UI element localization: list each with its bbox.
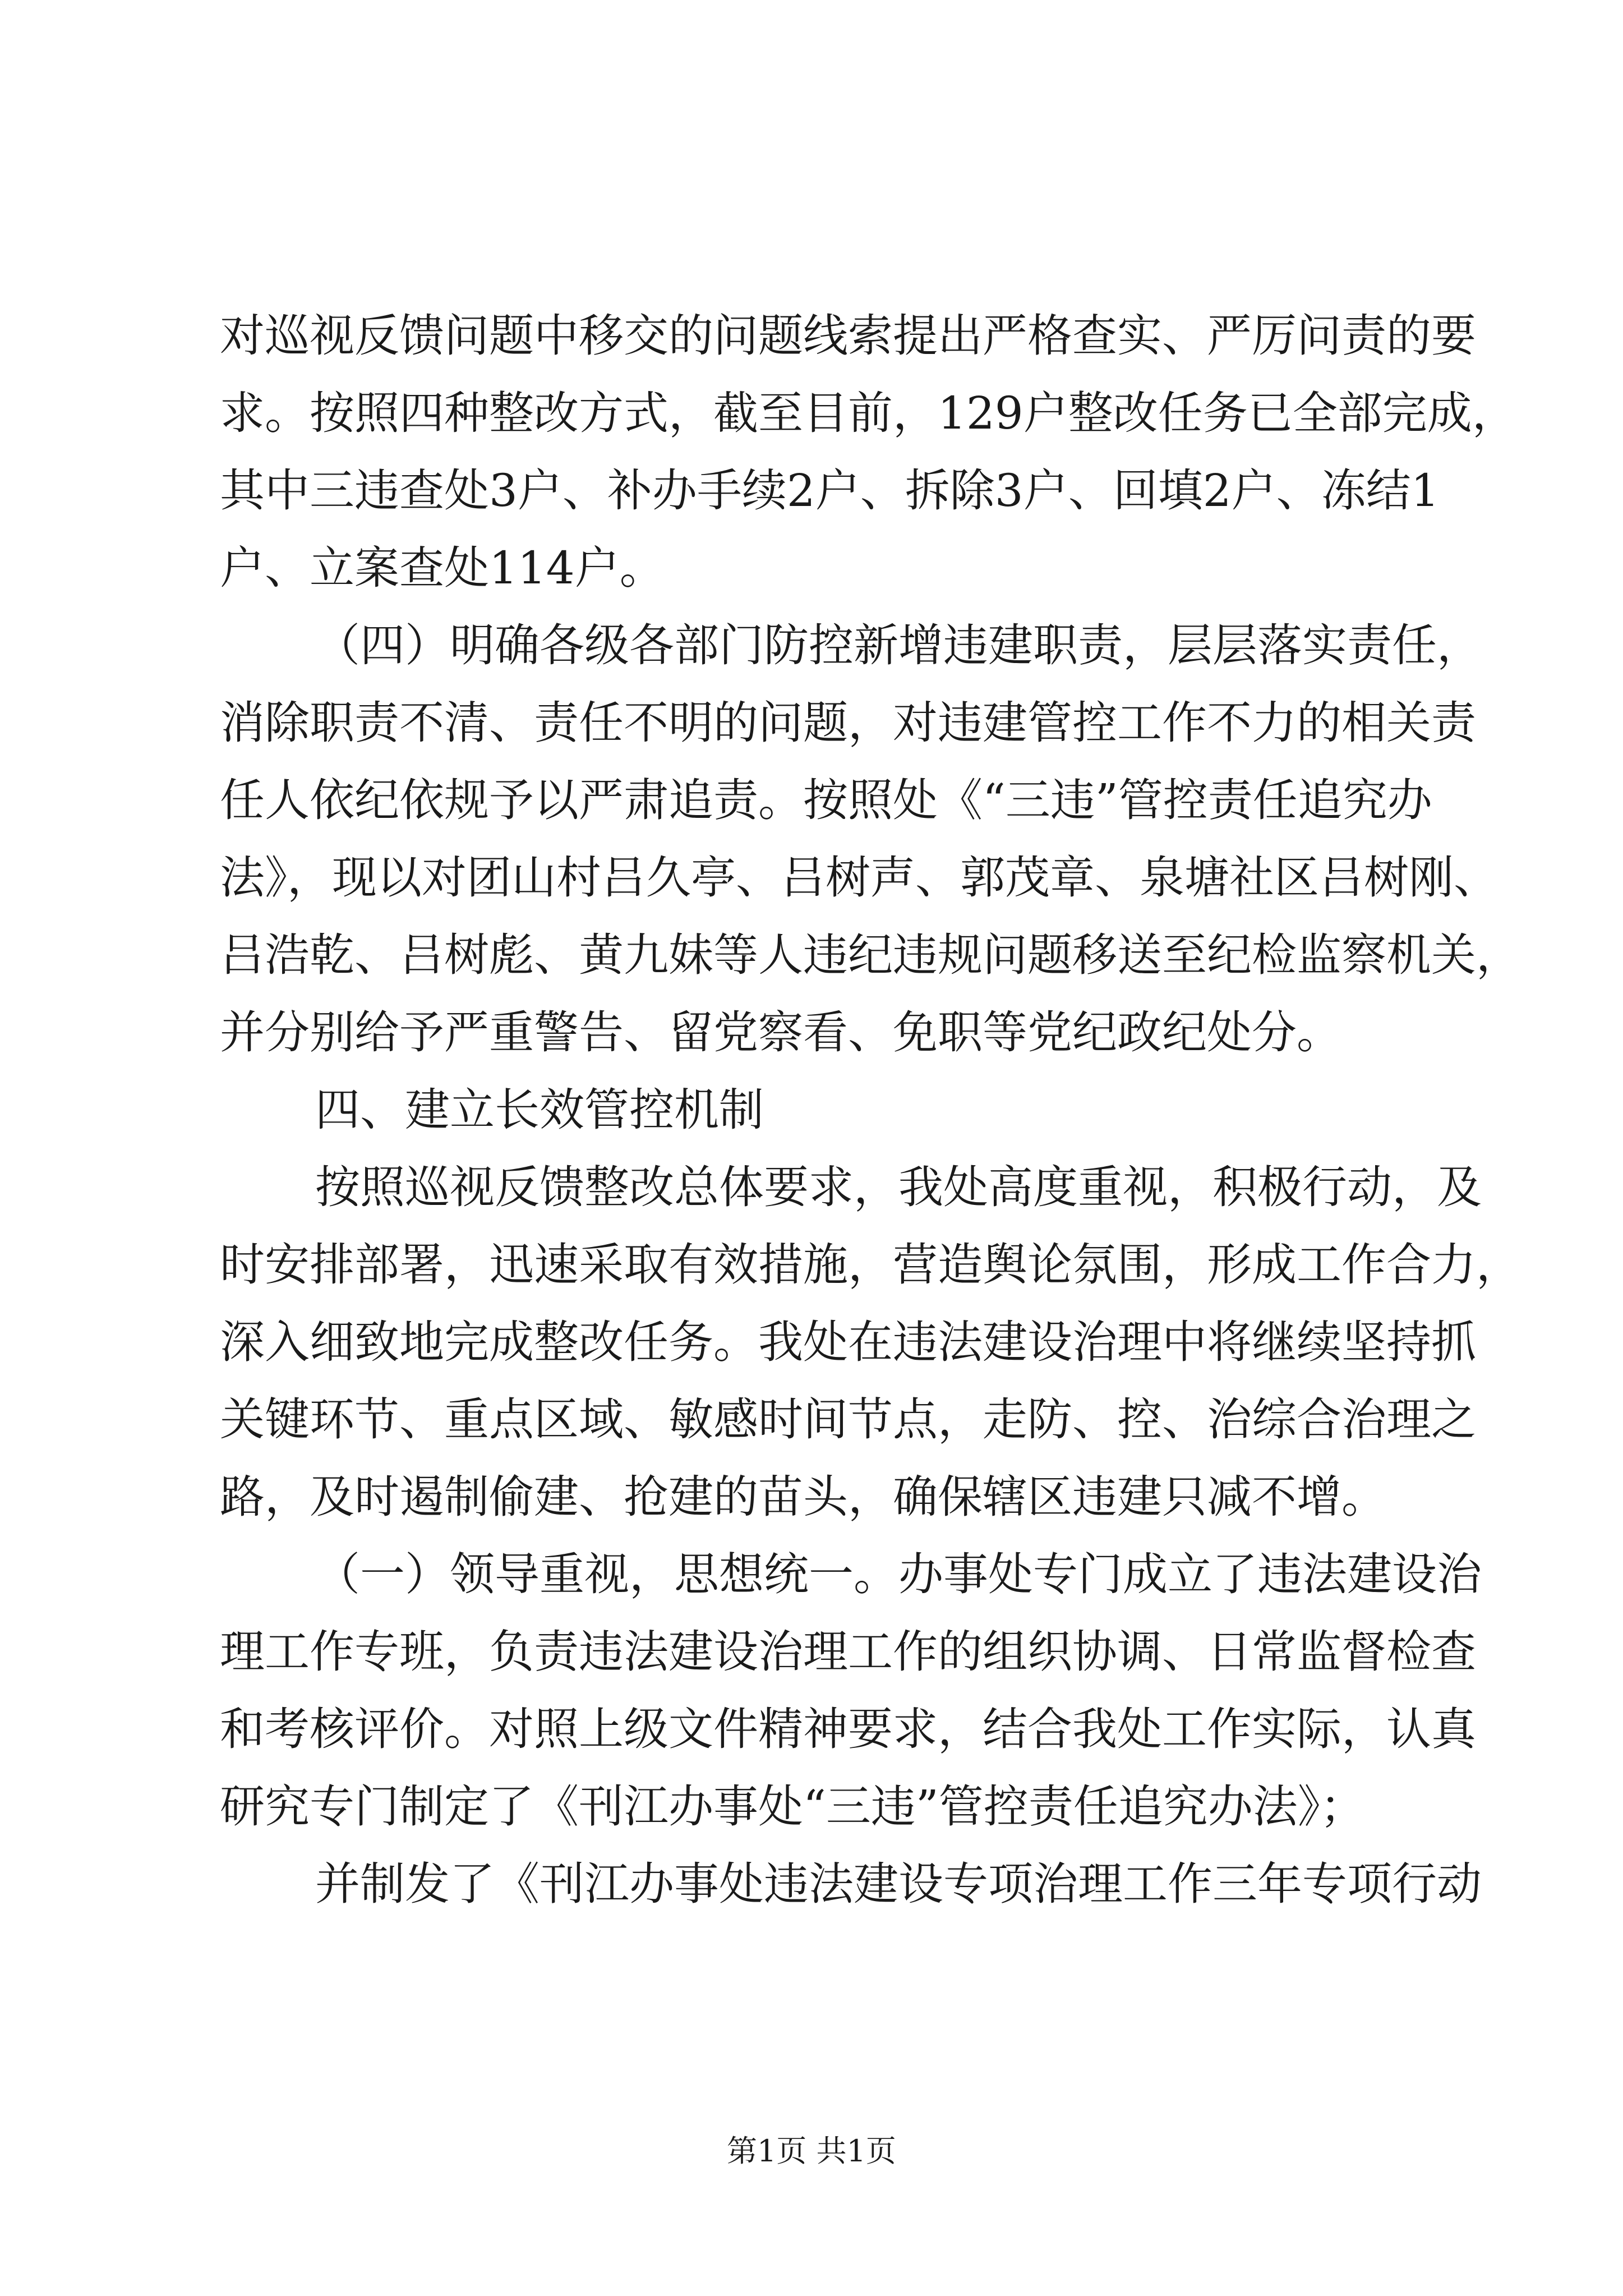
text-line: 消除职责不清、责任不明的问题，对违建管控工作不力的相关责 xyxy=(220,697,1476,749)
paragraph-start-line: 按照巡视反馈整改总体要求，我处高度重视，积极行动，及 xyxy=(315,1161,1482,1213)
text-line: 和考核评价。对照上级文件精神要求，结合我处工作实际，认真 xyxy=(220,1703,1476,1755)
paragraph-start-line: （四）明确各级各部门防控新增违建职责，层层落实责任， xyxy=(315,619,1482,671)
text-line: 深入细致地完成整改任务。我处在违法建设治理中将继续坚持抓 xyxy=(220,1316,1476,1368)
text-line: 法》，现以对团山村吕久亭、吕树声、郭茂章、泉塘社区吕树刚、 xyxy=(220,852,1498,904)
text-line: 理工作专班，负责违法建设治理工作的组织协调、日常监督检查 xyxy=(220,1626,1476,1678)
section-heading: 四、建立长效管控机制 xyxy=(315,1084,764,1136)
paragraph-start-line: （一）领导重视，思想统一。办事处专门成立了违法建设治 xyxy=(315,1548,1482,1600)
paragraph-start-line: 并制发了《刊江办事处违法建设专项治理工作三年专项行动 xyxy=(315,1858,1482,1910)
text-line: 关键环节、重点区域、敏感时间节点，走防、控、治综合治理之 xyxy=(220,1393,1476,1446)
text-line: 时安排部署，迅速采取有效措施，营造舆论氛围，形成工作合力， xyxy=(220,1239,1521,1291)
text-line: 任人依纪依规予以严肃追责。按照处《“三违”管控责任追究办 xyxy=(220,774,1432,826)
text-line: 路，及时遏制偷建、抢建的苗头，确保辖区违建只减不增。 xyxy=(220,1471,1386,1523)
text-line: 其中三违查处3户、补办手续2户、拆除3户、回填2户、冻结1 xyxy=(220,464,1440,517)
text-line: 户、立案查处114户。 xyxy=(220,542,665,594)
page-footer: 第1页 共1页 xyxy=(727,2133,896,2169)
text-line: 求。按照四种整改方式，截至目前，129户整改任务已全部完成， xyxy=(220,387,1517,439)
text-line: 吕浩乾、吕树彪、黄九妹等人违纪违规问题移送至纪检监察机关， xyxy=(220,929,1521,981)
text-line: 研究专门制定了《刊江办事处“三违”管控责任追究办法》； xyxy=(220,1780,1365,1833)
text-line: 并分别给予严重警告、留党察看、免职等党纪政纪处分。 xyxy=(220,1006,1341,1059)
text-line: 对巡视反馈问题中移交的问题线索提出严格查实、严厉问责的要 xyxy=(220,310,1476,362)
document-body xyxy=(220,297,1521,1923)
